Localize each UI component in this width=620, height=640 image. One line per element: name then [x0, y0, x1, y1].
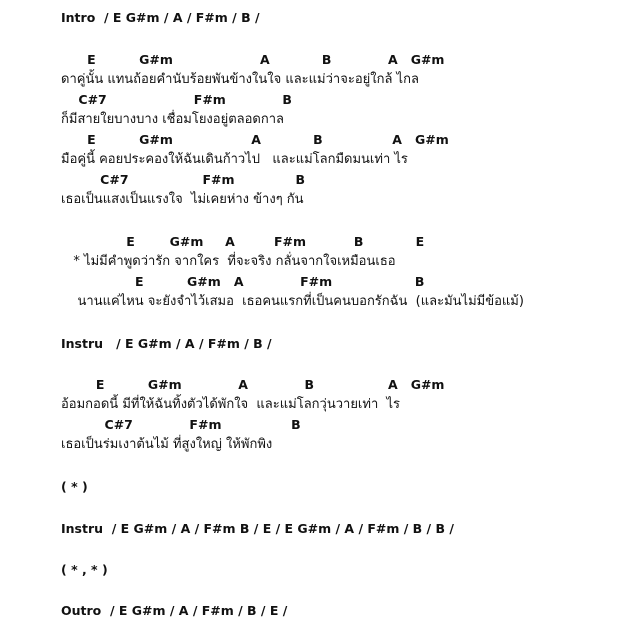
lyric-line-5: อ้อมกอดนี้ มีที่ให้ฉันทิ้งตัวได้พักใจ และแม่โลกวุ่นวายเท่า ไร — [61, 397, 401, 412]
lyric-line-1: ดาคู่นั้น แทนถ้อยคำนับร้อยพันข้างในใจ และแม่ว่าจะอยู่ใกล้ ไกล — [61, 72, 419, 87]
chord-line-3: E G#m A B A G#m — [61, 132, 449, 147]
lyric-line-4: เธอเป็นแสงเป็นแรงใจ ไม่เคยห่าง ข้างๆ กัน — [61, 192, 304, 207]
instru-line-1: Instru / E G#m / A / F#m / B / — [61, 336, 272, 351]
chorus-lyric-line-2: นานแค่ไหน จะยังจำไว้เสมอ เธอคนแรกที่เป็นคนบอกรักฉัน (และมันไม่มีข้อแม้) — [61, 294, 524, 309]
chorus-chord-line-2: E G#m A F#m B — [61, 274, 425, 289]
chorus-repeat-2: ( * , * ) — [61, 562, 108, 577]
chorus-lyric-line-1: * ไม่มีคำพูดว่ารัก จากใคร ที่จะจริง กลั่นจากใจเหมือนเธอ — [61, 254, 396, 269]
chorus-repeat-1: ( * ) — [61, 479, 88, 494]
instru-line-2: Instru / E G#m / A / F#m B / E / E G#m / A / F#m / B / B / — [61, 521, 454, 536]
lyric-line-2: ก็มีสายใยบางบาง เชื่อมโยงอยู่ตลอดกาล — [61, 112, 284, 127]
outro-line: Outro / E G#m / A / F#m / B / E / — [61, 603, 288, 618]
chord-line-1: E G#m A B A G#m — [61, 52, 445, 67]
chord-line-4: C#7 F#m B — [61, 172, 305, 187]
lyric-line-3: มือคู่นี้ คอยประคองให้ฉันเดินก้าวไป และแม่โลกมืดมนเท่า ไร — [61, 152, 408, 167]
chorus-chord-line-1: E G#m A F#m B E — [61, 234, 425, 249]
intro-line: Intro / E G#m / A / F#m / B / — [61, 10, 260, 25]
chord-line-2: C#7 F#m B — [61, 92, 292, 107]
chord-line-6: C#7 F#m B — [61, 417, 301, 432]
lyric-line-6: เธอเป็นร่มเงาต้นไม้ ที่สูงใหญ่ ให้พักพิง — [61, 437, 273, 452]
chord-line-5: E G#m A B A G#m — [61, 377, 445, 392]
